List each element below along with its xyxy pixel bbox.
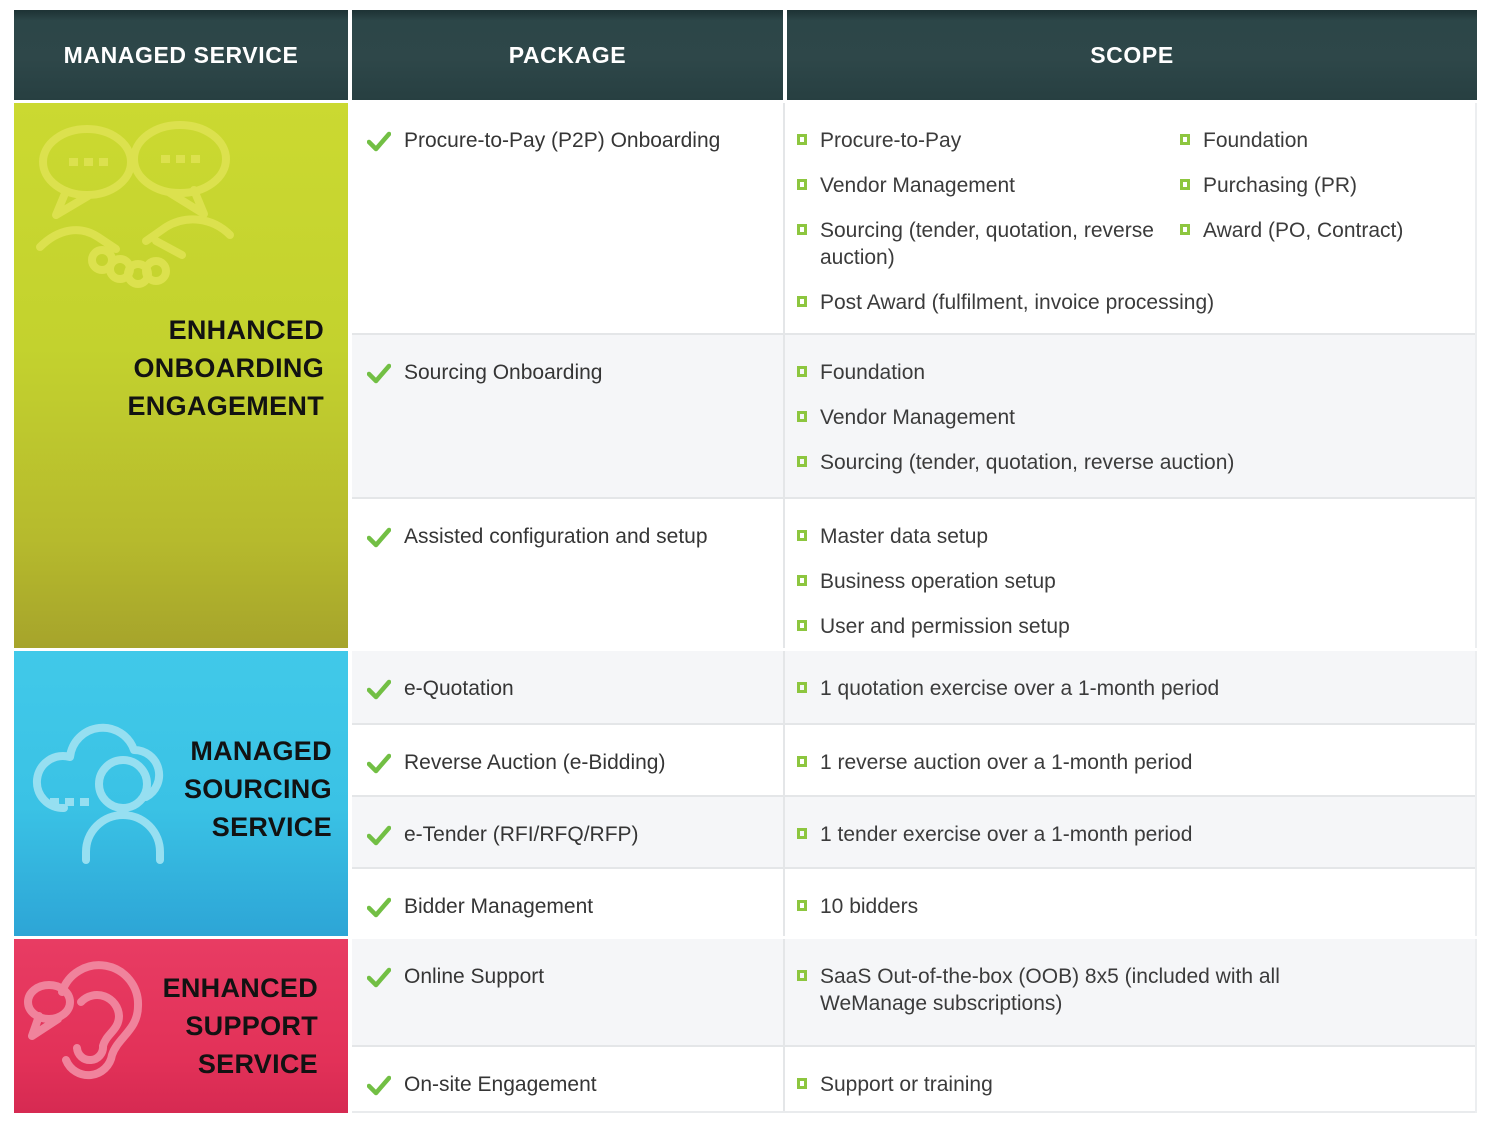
service-band-onboarding xyxy=(14,103,348,648)
service-band-support xyxy=(14,939,348,1113)
scope-item xyxy=(1180,172,1461,199)
scope-item xyxy=(797,449,1461,476)
scope-cell xyxy=(783,103,1475,333)
square-bullet-icon xyxy=(797,224,807,235)
scope-item xyxy=(797,963,1345,1017)
package-cell xyxy=(352,103,783,333)
package-cell xyxy=(352,797,783,867)
scope-label: Foundation xyxy=(1203,129,1309,152)
cloud-person-icon xyxy=(24,704,184,874)
package-cell xyxy=(352,499,783,648)
package-cell xyxy=(352,939,783,1045)
header-managed-service: MANAGED SERVICE xyxy=(14,10,348,100)
package-label: Online Support xyxy=(404,965,545,988)
scope-item xyxy=(797,749,1461,776)
header-package: PACKAGE xyxy=(352,10,783,100)
service-title-line: ENHANCED xyxy=(168,315,324,345)
scope-cell xyxy=(783,939,1475,1045)
scope-label: Post Award (fulfilment, invoice processing) xyxy=(820,291,1215,314)
scope-label: Support or training xyxy=(820,1073,993,1096)
check-icon xyxy=(367,130,391,154)
service-title-line: MANAGED xyxy=(190,735,332,766)
table-row-e-tender xyxy=(352,795,1475,867)
table-header xyxy=(14,10,1477,100)
square-bullet-icon xyxy=(797,970,807,981)
scope-label: User and permission setup xyxy=(820,615,1070,638)
scope-list-right xyxy=(1180,127,1461,289)
scope-label: 10 bidders xyxy=(820,895,919,918)
package-label: e-Quotation xyxy=(404,677,514,700)
table-row-online-support xyxy=(352,939,1475,1045)
package-label: Sourcing Onboarding xyxy=(404,361,603,384)
scope-item xyxy=(797,127,1180,154)
package-cell xyxy=(352,869,783,936)
service-title-line: SUPPORT xyxy=(185,1011,318,1041)
package-cell xyxy=(352,1047,783,1111)
scope-cell xyxy=(783,869,1475,936)
square-bullet-icon xyxy=(797,366,807,377)
check-icon xyxy=(367,526,391,550)
table-row-reverse-auction xyxy=(352,723,1475,795)
scope-item xyxy=(797,523,1461,550)
scope-label: Business operation setup xyxy=(820,570,1056,593)
square-bullet-icon xyxy=(797,134,807,145)
table-row-sourcing-onboarding xyxy=(352,333,1475,497)
check-icon xyxy=(367,824,391,848)
section-enhanced-support xyxy=(14,939,1477,1113)
scope-label: Award (PO, Contract) xyxy=(1203,219,1404,242)
scope-label: Procure-to-Pay xyxy=(820,129,962,152)
scope-label: Purchasing (PR) xyxy=(1203,174,1358,197)
scope-item xyxy=(797,568,1461,595)
service-band-sourcing xyxy=(14,651,348,936)
square-bullet-icon xyxy=(1180,224,1190,235)
scope-label: Foundation xyxy=(820,361,926,384)
scope-cell xyxy=(783,797,1475,867)
scope-item xyxy=(797,893,1461,920)
package-label: Bidder Management xyxy=(404,895,594,918)
service-title-onboarding xyxy=(14,311,348,425)
check-icon xyxy=(367,678,391,702)
scope-item xyxy=(797,217,1180,271)
scope-item xyxy=(797,1071,1461,1098)
scope-cell xyxy=(783,499,1475,648)
square-bullet-icon xyxy=(797,179,807,190)
square-bullet-icon xyxy=(797,1078,807,1089)
check-icon xyxy=(367,896,391,920)
scope-label: Master data setup xyxy=(820,525,989,548)
scope-item xyxy=(1180,217,1461,244)
package-label: Reverse Auction (e-Bidding) xyxy=(404,751,666,774)
square-bullet-icon xyxy=(797,530,807,541)
scope-label: Vendor Management xyxy=(820,174,1015,197)
scope-cell xyxy=(783,725,1475,795)
scope-item xyxy=(797,359,1461,386)
package-cell xyxy=(352,335,783,497)
scope-item xyxy=(797,821,1461,848)
section-onboarding-engagement xyxy=(14,103,1477,648)
table-row-bidder-management xyxy=(352,867,1475,936)
package-label: Procure-to-Pay (P2P) Onboarding xyxy=(404,129,721,152)
service-title-line: SOURCING xyxy=(184,773,332,804)
header-scope: SCOPE xyxy=(787,10,1477,100)
scope-label: 1 reverse auction over a 1-month period xyxy=(820,751,1193,774)
package-label: On-site Engagement xyxy=(404,1073,597,1096)
scope-item xyxy=(797,404,1461,431)
ear-chat-icon xyxy=(22,940,152,1113)
table-row-assisted-configuration xyxy=(352,497,1475,648)
package-cell xyxy=(352,725,783,795)
square-bullet-icon xyxy=(797,900,807,911)
service-title-support xyxy=(152,969,342,1083)
scope-label: 1 quotation exercise over a 1-month period xyxy=(820,677,1220,700)
scope-item xyxy=(1180,127,1461,154)
section-managed-sourcing xyxy=(14,651,1477,936)
square-bullet-icon xyxy=(797,620,807,631)
handshake-chat-icon xyxy=(14,115,348,311)
square-bullet-icon xyxy=(797,756,807,767)
scope-label: Sourcing (tender, quotation, reverse auction) xyxy=(820,451,1235,474)
check-icon xyxy=(367,752,391,776)
scope-cell xyxy=(783,1047,1475,1111)
table-row-e-quotation xyxy=(352,651,1475,723)
managed-services-table xyxy=(14,10,1477,1113)
scope-label: SaaS Out-of-the-box (OOB) 8x5 (included with all WeManage subscriptions) xyxy=(820,965,1280,1015)
scope-item xyxy=(797,172,1180,199)
scope-item xyxy=(797,613,1461,640)
check-icon xyxy=(367,966,391,990)
square-bullet-icon xyxy=(797,682,807,693)
square-bullet-icon xyxy=(797,296,807,307)
service-title-line: SERVICE xyxy=(211,811,332,842)
table-row-onsite-engagement xyxy=(352,1045,1475,1113)
service-title-line: SERVICE xyxy=(197,1049,318,1079)
scope-list-left xyxy=(797,127,1180,289)
square-bullet-icon xyxy=(1180,134,1190,145)
service-title-line: ONBOARDING xyxy=(133,353,324,383)
square-bullet-icon xyxy=(797,456,807,467)
package-label: Assisted configuration and setup xyxy=(404,525,708,548)
square-bullet-icon xyxy=(797,828,807,839)
check-icon xyxy=(367,362,391,386)
service-title-line: ENHANCED xyxy=(162,973,318,1003)
service-title-sourcing xyxy=(184,732,356,846)
scope-cell xyxy=(783,335,1475,497)
package-label: e-Tender (RFI/RFQ/RFP) xyxy=(404,823,639,846)
square-bullet-icon xyxy=(797,575,807,586)
scope-item xyxy=(797,289,1461,316)
square-bullet-icon xyxy=(1180,179,1190,190)
scope-label: Vendor Management xyxy=(820,406,1015,429)
scope-label: Sourcing (tender, quotation, reverse auction) xyxy=(820,219,1154,269)
square-bullet-icon xyxy=(797,411,807,422)
service-title-line: ENGAGEMENT xyxy=(127,391,324,421)
package-cell xyxy=(352,651,783,723)
scope-label: 1 tender exercise over a 1-month period xyxy=(820,823,1193,846)
scope-cell xyxy=(783,651,1475,723)
check-icon xyxy=(367,1074,391,1098)
scope-item xyxy=(797,675,1461,702)
section-rows xyxy=(352,651,1477,936)
table-row-p2p-onboarding xyxy=(352,103,1475,333)
section-rows xyxy=(352,939,1477,1113)
section-rows xyxy=(352,103,1477,648)
